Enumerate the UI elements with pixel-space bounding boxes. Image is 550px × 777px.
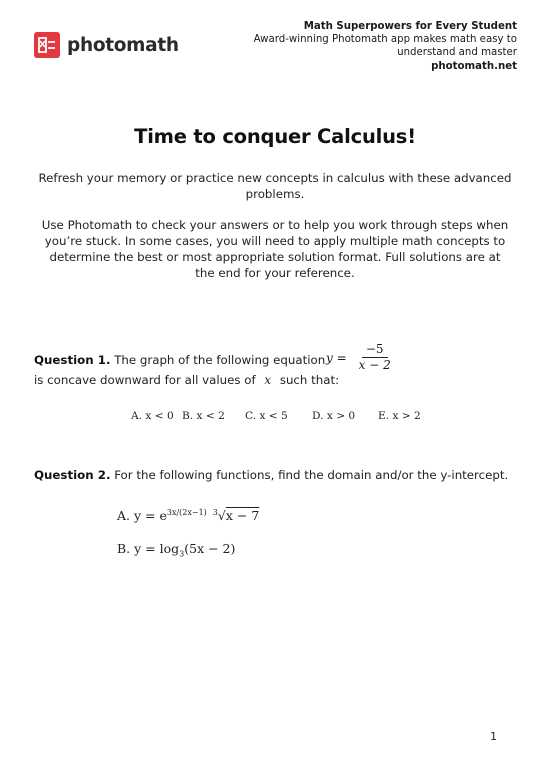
choice-d: D. x > 0 <box>312 410 356 422</box>
question-1-text-a: The graph of the following equation <box>114 353 326 367</box>
photomath-logo <box>34 32 179 58</box>
question-1-var: x <box>264 373 272 387</box>
choice-b: B. x < 2 <box>182 410 225 422</box>
intro-paragraph-2: Use Photomath to check your answers or to help you work through steps when you’re stuck. In some cases, you will need to apply multiple math concepts to determine the best or most appropriate solution format. Full solutions are at the end for your reference. <box>41 218 509 280</box>
question-2-text: For the following functions, find the domain and/or the y-intercept. <box>114 468 509 482</box>
function-a-exponent: 3x/(2x−1) <box>166 508 207 517</box>
choice-a: A. x < 0 <box>131 410 174 422</box>
question-2-function-b <box>117 541 235 559</box>
function-a-prefix: A. y = e <box>117 508 167 524</box>
tagline-link[interactable]: photomath.net <box>431 60 517 72</box>
tagline-subtitle: Award-winning Photomath app makes math easy to understand and master <box>253 34 517 59</box>
choice-c: C. x < 5 <box>245 410 288 422</box>
choice-e: E. x > 2 <box>378 410 421 422</box>
logo-text: photomath <box>67 34 179 56</box>
question-1-text-c: such that: <box>279 373 340 387</box>
function-b-prefix: B. y = log <box>117 541 180 556</box>
function-b-argument: (5x − 2) <box>184 541 236 556</box>
tagline-title: Math Superpowers for Every Student <box>303 21 517 32</box>
fraction-denominator: x − 2 <box>358 358 391 372</box>
question-1-text-b: is concave downward for all values of <box>34 373 256 387</box>
question-1-equation <box>326 342 391 373</box>
question-1-line-2 <box>34 372 339 388</box>
intro-paragraph-1: Refresh your memory or practice new concepts in calculus with these advanced problems. <box>38 171 512 201</box>
page-title: Time to conquer Calculus! <box>134 125 416 148</box>
fraction-numerator: −5 <box>362 342 388 358</box>
question-2-function-a: A. $y = e^{3x/(2x-1)}$ $^3$√x − 7 <box>117 508 260 524</box>
equation-lhs: y = <box>326 350 347 365</box>
photomath-logo-icon <box>34 32 60 58</box>
page-number: 1 <box>490 730 497 743</box>
question-2-label: Question 2. <box>34 468 111 482</box>
question-1-line-1 <box>34 352 325 368</box>
function-a-root-index: 3 <box>212 508 218 517</box>
function-b-base: 3 <box>179 549 185 559</box>
question-2-line-1 <box>34 467 508 483</box>
header-tagline <box>247 20 517 73</box>
function-a-radicand: x − 7 <box>225 508 260 524</box>
equation-fraction <box>359 342 391 373</box>
question-1-label: Question 1. <box>34 353 111 367</box>
